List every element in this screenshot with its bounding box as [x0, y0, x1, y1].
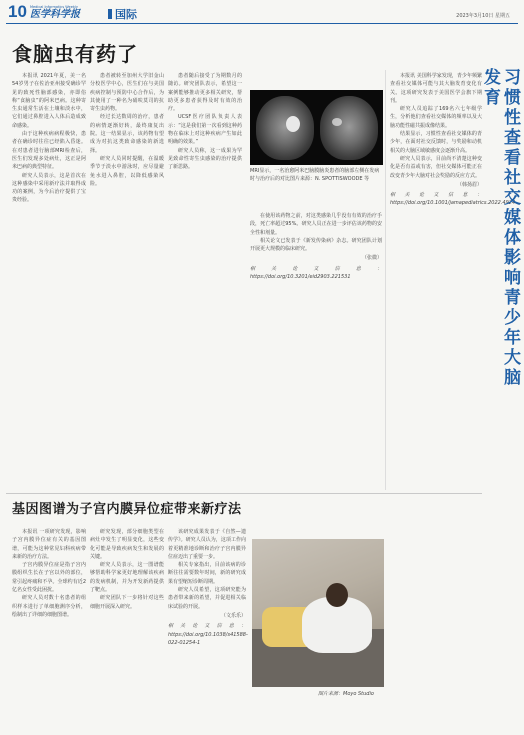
woman-on-sofa-photo — [252, 539, 384, 687]
page-number: 10 — [8, 2, 27, 21]
paragraph: 本报讯 美国科学家发现，青少年频繁查看社交媒体可能与其大脑发育变化有关。这项研究发表于美国医学会旗下期刊。 — [390, 73, 482, 104]
head-shape — [326, 583, 348, 607]
paragraph: 该研究成果发表于《自然—遗传学》。研究人员认为，这项工作向着更精准地诊断和治疗子宫内膜异位症迈出了重要一步。 — [168, 529, 246, 560]
section-divider — [6, 493, 482, 494]
paragraph: 由于这种疾病病程极快，患者在确诊时往往已经陷入昏迷。在对患者进行脑部MRI检查后，医生们发现多处病灶，这正是阿米巴病的典型特征。 — [12, 131, 86, 171]
article1-headline: 食脑虫有药了 — [12, 42, 138, 66]
paragraph: 本报讯 2021年夏，美一名54岁男子在佐治亚州接受确诊罕见的致死性脑部感染，亦即俗称“食脑虫”的阿米巴病。这种寄生虫通常生活在土壤和淡水中，它们通过鼻腔进入人体后造成致命感染。 — [12, 73, 86, 129]
masthead-divider — [6, 23, 518, 24]
reference-link: 相关论文信息：https://doi.org/10.1001/jamapediatrics.2022.4924 — [390, 192, 516, 207]
lesion-mark — [332, 118, 342, 126]
byline: （韩扬眉） — [456, 181, 482, 188]
article1-column-4 — [250, 212, 382, 490]
reference-link: 相关论文信息：https://doi.org/10.1038/s41588-022-01254-1 — [168, 623, 248, 646]
paragraph: 子宫内膜异位症是指子宫内膜组织生长在子宫以外的部位，常引起疼痛和不孕。全球约有近2亿名女性受此困扰。 — [12, 562, 86, 594]
image-caption: MRI显示，一名治愈阿米巴脑膜脑炎患者的脑部左侧在发病时与治疗后的对比图片来源：N. SPOTTISWOODE 等 — [250, 168, 380, 182]
newspaper-name-en: Medical Informatics Weekly — [30, 5, 78, 9]
byline: （张微） — [361, 255, 382, 262]
paragraph: 患者随后接受了为期数月的随访。研究团队表示，希望这一案例能够推动更多相关研究，帮助更多患者获得及时有效的治疗。 — [168, 73, 242, 113]
byline: （文乐乐） — [220, 612, 246, 619]
brain-scan-before — [256, 96, 314, 160]
paragraph: 研究团队下一步将针对这些细胞开展深入研究。 — [90, 595, 164, 610]
paragraph: 结果显示，习惯性查看社交媒体的青少年，在面对社交反馈时，与奖励和动机相关的大脑区域敏感度会逐渐升高。 — [390, 131, 482, 154]
paragraph: 本报讯 一项研究发现，影响子宫内膜异位症有关的基因图谱，可能为这种常见妇科疾病带来新的治疗方法。 — [12, 529, 86, 560]
newspaper-logo — [30, 5, 102, 21]
article2-column-2 — [90, 528, 164, 728]
article1-column-3 — [168, 72, 242, 490]
issue-date: 2023年3月10日 星期五 — [456, 13, 510, 19]
paragraph: 研究发现，部分细胞类型在病灶中发生了明显变化，这些变化可能是导致疾病发生和发展的关键。 — [90, 529, 164, 560]
brain-scan-after — [320, 96, 378, 160]
paragraph: 经过长达数周的治疗，患者的病情逐渐好转，最终康复出院。这一结果显示，该药物有望成为对抗这类致命感染的新选择。 — [90, 114, 164, 154]
paragraph: 研究人员表示，目前尚不清楚这种变化是否有益或有害，但社交媒体可能正在改变青少年大脑对社会奖励的反应方式。 — [390, 155, 482, 179]
article1-column-1 — [12, 72, 86, 490]
paragraph: UCSF医疗团队负责人表示：“这是我们第一次看到这种药物在临床上对这种疾病产生如此明确的效果。” — [168, 114, 242, 146]
paragraph: 研究人员希望，这项研究能为患者带来新的希望，并促进相关临床试验的开展。 — [168, 587, 246, 610]
paragraph: 研究人员表示，这是首次在这种感染中采用新疗法并取得成功的案例，为今后治疗提供了宝贵经验。 — [12, 172, 86, 204]
paragraph: 研究人员同时提醒，在温暖季节于淡水中游泳时，应尽量避免水进入鼻腔，以降低感染风险。 — [90, 155, 164, 187]
article2-column-1 — [12, 528, 86, 728]
paragraph: 研究人员追踪了169名六七年级学生，分析他们查看社交媒体的频率以及大脑功能性磁共振成像结果。 — [390, 106, 482, 129]
paragraph: 在使用该药物之前，对这类感染几乎没有有效的治疗手段，死亡率超过95%。研究人员正在进一步评估该药物的安全性和剂量。 — [250, 213, 382, 236]
paragraph: 患者被转至加州大学旧金山分校医学中心，医生们在与美国疾病控制与预防中心合作后，为其使用了一种名为硝呋莫司的抗寄生虫药物。 — [90, 73, 164, 113]
photo-credit: 图片来源：Moyo Studio — [318, 691, 374, 697]
article2-headline: 基因图谱为子宫内膜异位症带来新疗法 — [12, 502, 242, 517]
column-divider — [385, 70, 386, 490]
reference-link: 相关论文信息：https://doi.org/10.3201/eid2903.221531 — [250, 265, 382, 281]
mri-scan-image — [250, 90, 383, 165]
article-right-headline: 习惯性查看社交媒体影响青少年大脑发育 — [480, 68, 520, 388]
paragraph: 相关专家指出，目前该病的诊断往往需要数年时间，新的研究成果有望缩短诊断周期。 — [168, 562, 246, 585]
article1-column-2 — [90, 72, 164, 490]
newspaper-name-cn: 医学科学报 — [30, 9, 80, 20]
paragraph: 研究人员对数十名患者的组织样本进行了单细胞测序分析，绘制出了详细的细胞图谱。 — [12, 595, 86, 618]
article2-column-3 — [168, 528, 246, 728]
paragraph: 相关论文已发表于《新发传染病》杂志。研究团队计划开展更大规模的临床研究。 — [250, 237, 382, 253]
section-marker-icon — [108, 9, 112, 19]
paragraph: 研究人员表示，这一图谱能够帮助科学家更好地理解该疾病的发病机制，并为开发新药提供了靶点。 — [90, 562, 164, 594]
section-label — [108, 6, 137, 22]
section-name: 国际 — [115, 8, 137, 21]
paragraph: 研究人员称，这一成果为罕见致命性寄生虫感染的治疗提供了新思路。 — [168, 147, 242, 171]
lesion-mark — [286, 116, 300, 132]
